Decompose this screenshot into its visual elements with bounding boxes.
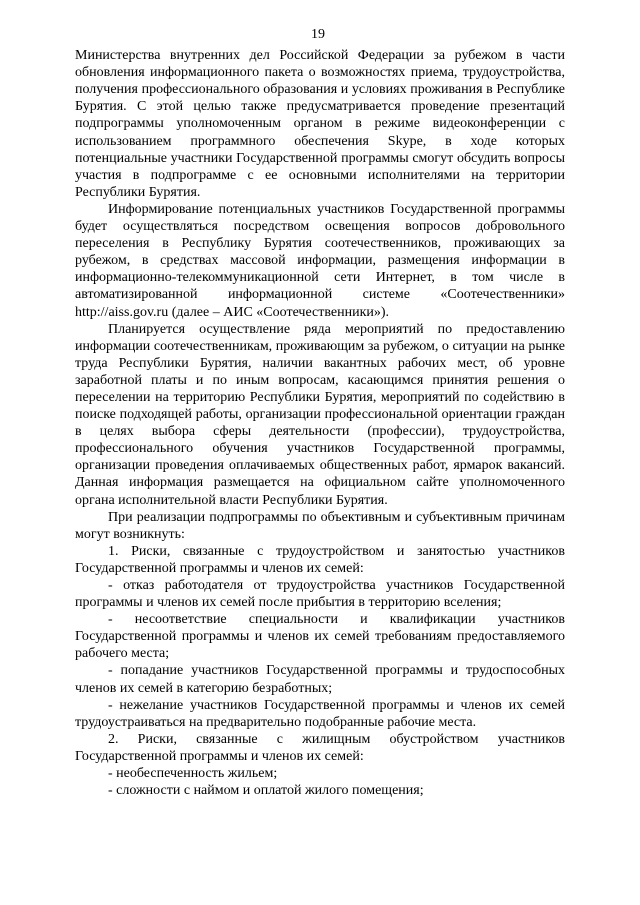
paragraph-employment-risks: 1. Риски, связанные с трудоустройством и занятостью участников Государственной программы и членов их семей: xyxy=(75,543,565,576)
list-item-qualification-mismatch: - несоответствие специальности и квалификации участников Государственной программы и членов их семей требованиям предоставляемого рабочего места; xyxy=(75,612,565,662)
list-item-unemployment: - попадание участников Государственной программы и трудоспособных членов их семей в категорию безработных; xyxy=(75,663,565,696)
paragraph-housing-risks: 2. Риски, связанные с жилищным обустройством участников Государственной программы и членов их семей: xyxy=(75,731,565,764)
paragraph-planned-measures: Планируется осуществление ряда мероприятий по предоставлению информации соотечественникам, проживающим за рубежом, о ситуации на рынке труда Республики Бурятия, наличии вакантных рабочих мест, об уровне заработной платы и по иным вопросам, касающимся принятия решения о переселении на территорию Республики Бурятия, мероприятий по содействию в поиске подходящей работы, организации профессиональной ориентации граждан в целях выбора сферы деятельности (профессии), трудоустройства, профессионального обучения участников Государственной программы, организации проведения оплачиваемых общественных работ, ярмарок вакансий. Данная информация размещается на официальном сайте уполномоченного органа исполнительной власти Республики Бурятия. xyxy=(75,321,565,508)
paragraph-risks-intro: При реализации подпрограммы по объективным и субъективным причинам могут возникнуть: xyxy=(75,509,565,542)
document-page xyxy=(75,26,565,799)
page-number: 19 xyxy=(311,27,325,42)
list-item-unwillingness: - нежелание участников Государственной программы и членов их семей трудоустраиваться на предварительно подобранные рабочие места. xyxy=(75,697,565,730)
paragraph-continuation: Министерства внутренних дел Российской Федерации за рубежом в части обновления информационного пакета о возможностях приема, трудоустройства, получения профессионального образования и условиях проживания в Республике Бурятия. С этой целью также предусматривается проведение презентаций подпрограммы уполномоченным органом в режиме видеоконференции с использованием программного обеспечения Skype, в ходе которых потенциальные участники Государственной программы смогут обсудить вопросы участия в подпрограмме с ее основными исполнителями на территории Республики Бурятия. xyxy=(75,48,565,200)
list-item-rent-difficulties: - сложности с наймом и оплатой жилого помещения; xyxy=(108,783,424,799)
list-item-no-housing: - необеспеченность жильем; xyxy=(108,766,278,782)
list-item-employer-refusal: - отказ работодателя от трудоустройства участников Государственной программы и членов их семей после прибытия в территорию вселения; xyxy=(75,578,565,611)
paragraph-informing: Информирование потенциальных участников Государственной программы будет осуществляться посредством освещения вопросов добровольного переселения в Республику Бурятия соотечественников, проживающих за рубежом, в средствах массовой информации, размещения информации в информационно-телекоммуникационной сети Интернет, в том числе в автоматизированной информационной системе «Соотечественники» http://aiss.gov.ru (далее – АИС «Соотечественники»). xyxy=(75,201,565,320)
